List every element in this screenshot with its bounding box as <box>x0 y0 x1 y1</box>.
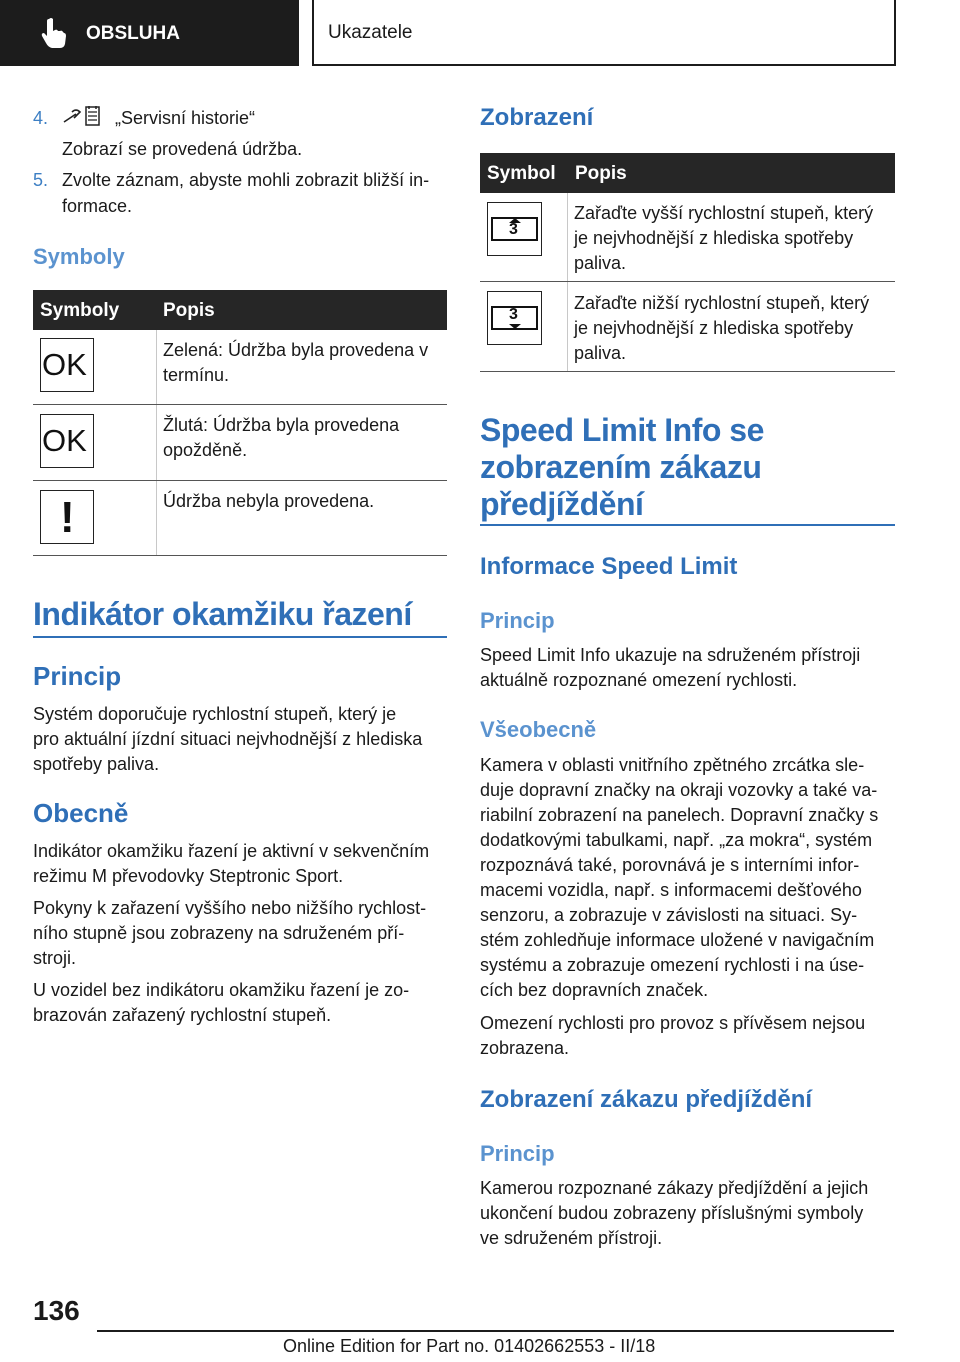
title-rule <box>33 636 447 638</box>
ok-yellow-icon: OK <box>40 414 94 468</box>
paragraph-line: macemi vozidla, např. s informacemi dešťového <box>480 880 862 900</box>
paragraph-line: U vozidel bez indikátoru okamžiku řazení je zo- <box>33 980 410 1000</box>
step-number: 5. <box>33 170 49 190</box>
footer-rule <box>97 1330 894 1332</box>
table-cell: Žlutá: Údržba byla provedena <box>163 415 400 435</box>
table-cell: Zelená: Údržba byla provedena v <box>163 340 429 360</box>
table-cell: opožděně. <box>163 440 248 460</box>
paragraph-line: stém zohledňuje informace uložené v navigačním <box>480 930 875 950</box>
hand-pointer-icon <box>40 17 68 49</box>
princip-heading: Princip <box>480 608 555 633</box>
paragraph-line: stroji. <box>33 948 77 968</box>
speed-limit-title: předjíždění <box>480 486 644 522</box>
table-cell: Údržba nebyla provedena. <box>163 491 375 511</box>
display-heading: Zobrazení <box>480 104 594 131</box>
table-cell: paliva. <box>574 253 627 273</box>
paragraph-line: pro aktuální jízdní situaci nejvhodnější z hlediska <box>33 729 423 749</box>
paragraph-line: cích bez dopravních značek. <box>480 980 709 1000</box>
column-header: Symbol <box>487 162 556 184</box>
paragraph-line: režimu M převodovky Steptronic Sport. <box>33 866 344 886</box>
row-divider <box>33 480 447 481</box>
row-divider <box>480 371 895 372</box>
edition-text: Online Edition for Part no. 01402662553 - II/18 <box>283 1336 656 1356</box>
page-number: 136 <box>33 1295 80 1326</box>
chapter-label: Ukazatele <box>328 21 413 43</box>
gear-up-icon: 3 <box>487 202 542 256</box>
table-cell: je nejvhodnější z hlediska spotřeby <box>574 318 854 338</box>
paragraph-line: Pokyny k zařazení vyššího nebo nižšího rychlost- <box>33 898 427 918</box>
row-divider <box>33 555 447 556</box>
symbols-heading: Symboly <box>33 244 125 269</box>
paragraph-line: spotřeby paliva. <box>33 754 160 774</box>
column-divider <box>567 193 568 371</box>
obecne-heading: Obecně <box>33 798 129 828</box>
paragraph-line: dodatkovými tabulkami, např. „za mokra“, systém <box>480 830 873 850</box>
title-rule <box>480 524 895 526</box>
table-cell: je nejvhodnější z hlediska spotřeby <box>574 228 854 248</box>
princip-heading: Princip <box>33 661 122 691</box>
paragraph-line: riabilní zobrazení na panelech. Dopravní značky s <box>480 805 879 825</box>
section-tab <box>0 0 299 66</box>
column-header: Symboly <box>40 299 120 321</box>
speed-limit-title: Speed Limit Info se <box>480 412 764 448</box>
row-divider <box>480 281 895 282</box>
paragraph-line: ve sdruženém přístroji. <box>480 1228 663 1248</box>
step-text: „Servisní historie“ <box>115 108 256 128</box>
service-history-icon <box>62 104 102 128</box>
symbols-table-header <box>33 290 447 330</box>
paragraph-line: duje dopravní značky na okraji vozovky a také va- <box>480 780 878 800</box>
row-divider <box>33 404 447 405</box>
paragraph-line: Indikátor okamžiku řazení je aktivní v sekvenčním <box>33 841 430 861</box>
column-divider <box>156 330 157 556</box>
table-cell: Zařaďte vyšší rychlostní stupeň, který <box>574 203 874 223</box>
paragraph-line: zobrazena. <box>480 1038 570 1058</box>
paragraph-line: senzoru, a zobrazuje v závislosti na situaci. Sy- <box>480 905 858 925</box>
gear-down-icon: 3 <box>487 291 542 345</box>
general-heading: Všeobecně <box>480 717 597 742</box>
paragraph-line: Omezení rychlosti pro provoz s přívěsem nejsou <box>480 1013 866 1033</box>
speed-limit-title: zobrazením zákazu <box>480 449 762 485</box>
exclamation-icon: ! <box>40 490 94 544</box>
paragraph-line: Kamera v oblasti vnitřního zpětného zrcátka sle- <box>480 755 865 775</box>
display-table-header <box>480 153 895 193</box>
ok-green-icon: OK <box>40 338 94 392</box>
step-number: 4. <box>33 108 49 128</box>
column-header: Popis <box>163 299 215 321</box>
princip-heading: Princip <box>480 1141 555 1166</box>
paragraph-line: Kamerou rozpoznané zákazy předjíždění a jejich <box>480 1178 869 1198</box>
step-text: Zvolte záznam, abyste mohli zobrazit bližší in- <box>62 170 430 190</box>
paragraph-line: brazován zařazený rychlostní stupeň. <box>33 1005 332 1025</box>
step-text: formace. <box>62 196 133 216</box>
paragraph-line: Systém doporučuje rychlostní stupeň, který je <box>33 704 397 724</box>
paragraph-line: ního stupně jsou zobrazeny na sdruženém pří- <box>33 923 405 943</box>
paragraph-line: rozpoznává také, porovnává je s interními infor- <box>480 855 860 875</box>
step-subtext: Zobrazí se provedená údržba. <box>62 139 303 159</box>
shift-indicator-title: Indikátor okamžiku řazení <box>33 596 412 632</box>
paragraph-line: Speed Limit Info ukazuje na sdruženém přístroji <box>480 645 861 665</box>
paragraph-line: systému a zobrazuje omezení rychlosti i na úse- <box>480 955 865 975</box>
table-cell: paliva. <box>574 343 627 363</box>
table-cell: termínu. <box>163 365 230 385</box>
info-heading: Informace Speed Limit <box>480 553 738 580</box>
column-header: Popis <box>575 162 627 184</box>
section-label: OBSLUHA <box>86 22 180 44</box>
chapter-tab <box>312 0 896 66</box>
paragraph-line: ukončení budou zobrazeny příslušnými symboly <box>480 1203 864 1223</box>
paragraph-line: aktuálně rozpoznané omezení rychlosti. <box>480 670 798 690</box>
table-cell: Zařaďte nižší rychlostní stupeň, který <box>574 293 870 313</box>
overtaking-heading: Zobrazení zákazu předjíždění <box>480 1086 813 1113</box>
